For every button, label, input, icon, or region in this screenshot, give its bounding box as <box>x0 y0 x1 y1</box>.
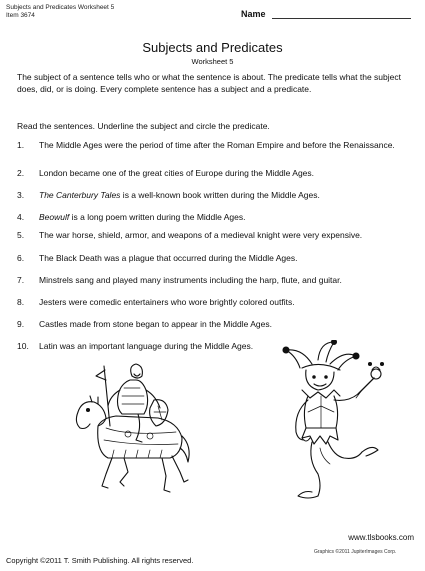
sentence-number: 7. <box>17 275 25 285</box>
sentence-number: 2. <box>17 168 25 178</box>
worksheet-name: Subjects and Predicates Worksheet 5 <box>6 4 115 11</box>
sentence-text: London became one of the great cities of Europe during the Middle Ages. <box>39 168 315 178</box>
worksheet-header <box>6 4 114 20</box>
page-subtitle: Worksheet 5 <box>191 57 234 66</box>
knight-on-horse-illustration <box>58 362 194 496</box>
sentence-text <box>39 190 412 201</box>
sentence-number: 6. <box>17 253 25 263</box>
page-title: Subjects and Predicates <box>142 40 283 55</box>
jester-illustration <box>278 340 390 510</box>
sentence-number: 5. <box>17 230 25 240</box>
graphics-credit: Graphics ©2011 JupiterImages Corp. <box>314 549 397 555</box>
name-field[interactable] <box>241 9 411 21</box>
sentence-number: 4. <box>17 212 25 222</box>
sentence-rest: is a long poem written during the Middle Ages. <box>69 212 246 222</box>
sentence-number: 8. <box>17 297 25 307</box>
website-url: www.tlsbooks.com <box>348 533 414 542</box>
item-number: Item 3674 <box>6 12 35 19</box>
book-title: The Canterbury Tales <box>39 190 121 200</box>
sentence-text: The Black Death was a plague that occurred during the Middle Ages. <box>39 253 298 263</box>
sentence-text <box>39 212 412 223</box>
name-label: Name <box>241 9 266 19</box>
sentence-text: Latin was an important language during the Middle Ages. <box>39 341 254 351</box>
sentence-number: 3. <box>17 190 25 200</box>
sentence-text: Castles made from stone began to appear in the Middle Ages. <box>39 319 272 329</box>
intro-paragraph: The subject of a sentence tells who or what the sentence is about. The predicate tells what the subject does, did, or is doing. Every complete sentence has a subject and a predicate. <box>17 72 401 94</box>
sentence-text: The Middle Ages were the period of time after the Roman Empire and before the Renaissance. <box>39 140 395 150</box>
sentence-text: Jesters were comedic entertainers who wore brightly colored outfits. <box>39 297 295 307</box>
name-line[interactable] <box>272 18 411 19</box>
copyright-notice: Copyright ©2011 T. Smith Publishing. All rights reserved. <box>6 556 194 565</box>
sentence-number: 10. <box>17 341 29 351</box>
sentence-number: 1. <box>17 140 25 150</box>
instruction-text: Read the sentences. Underline the subject and circle the predicate. <box>17 121 270 131</box>
sentence-number: 9. <box>17 319 25 329</box>
sentence-rest: is a well-known book written during the Middle Ages. <box>120 190 320 200</box>
sentence-text: The war horse, shield, armor, and weapons of a medieval knight were very expensive. <box>39 230 363 240</box>
sentence-text: Minstrels sang and played many instruments including the harp, flute, and guitar. <box>39 275 342 285</box>
poem-title: Beowulf <box>39 212 70 222</box>
